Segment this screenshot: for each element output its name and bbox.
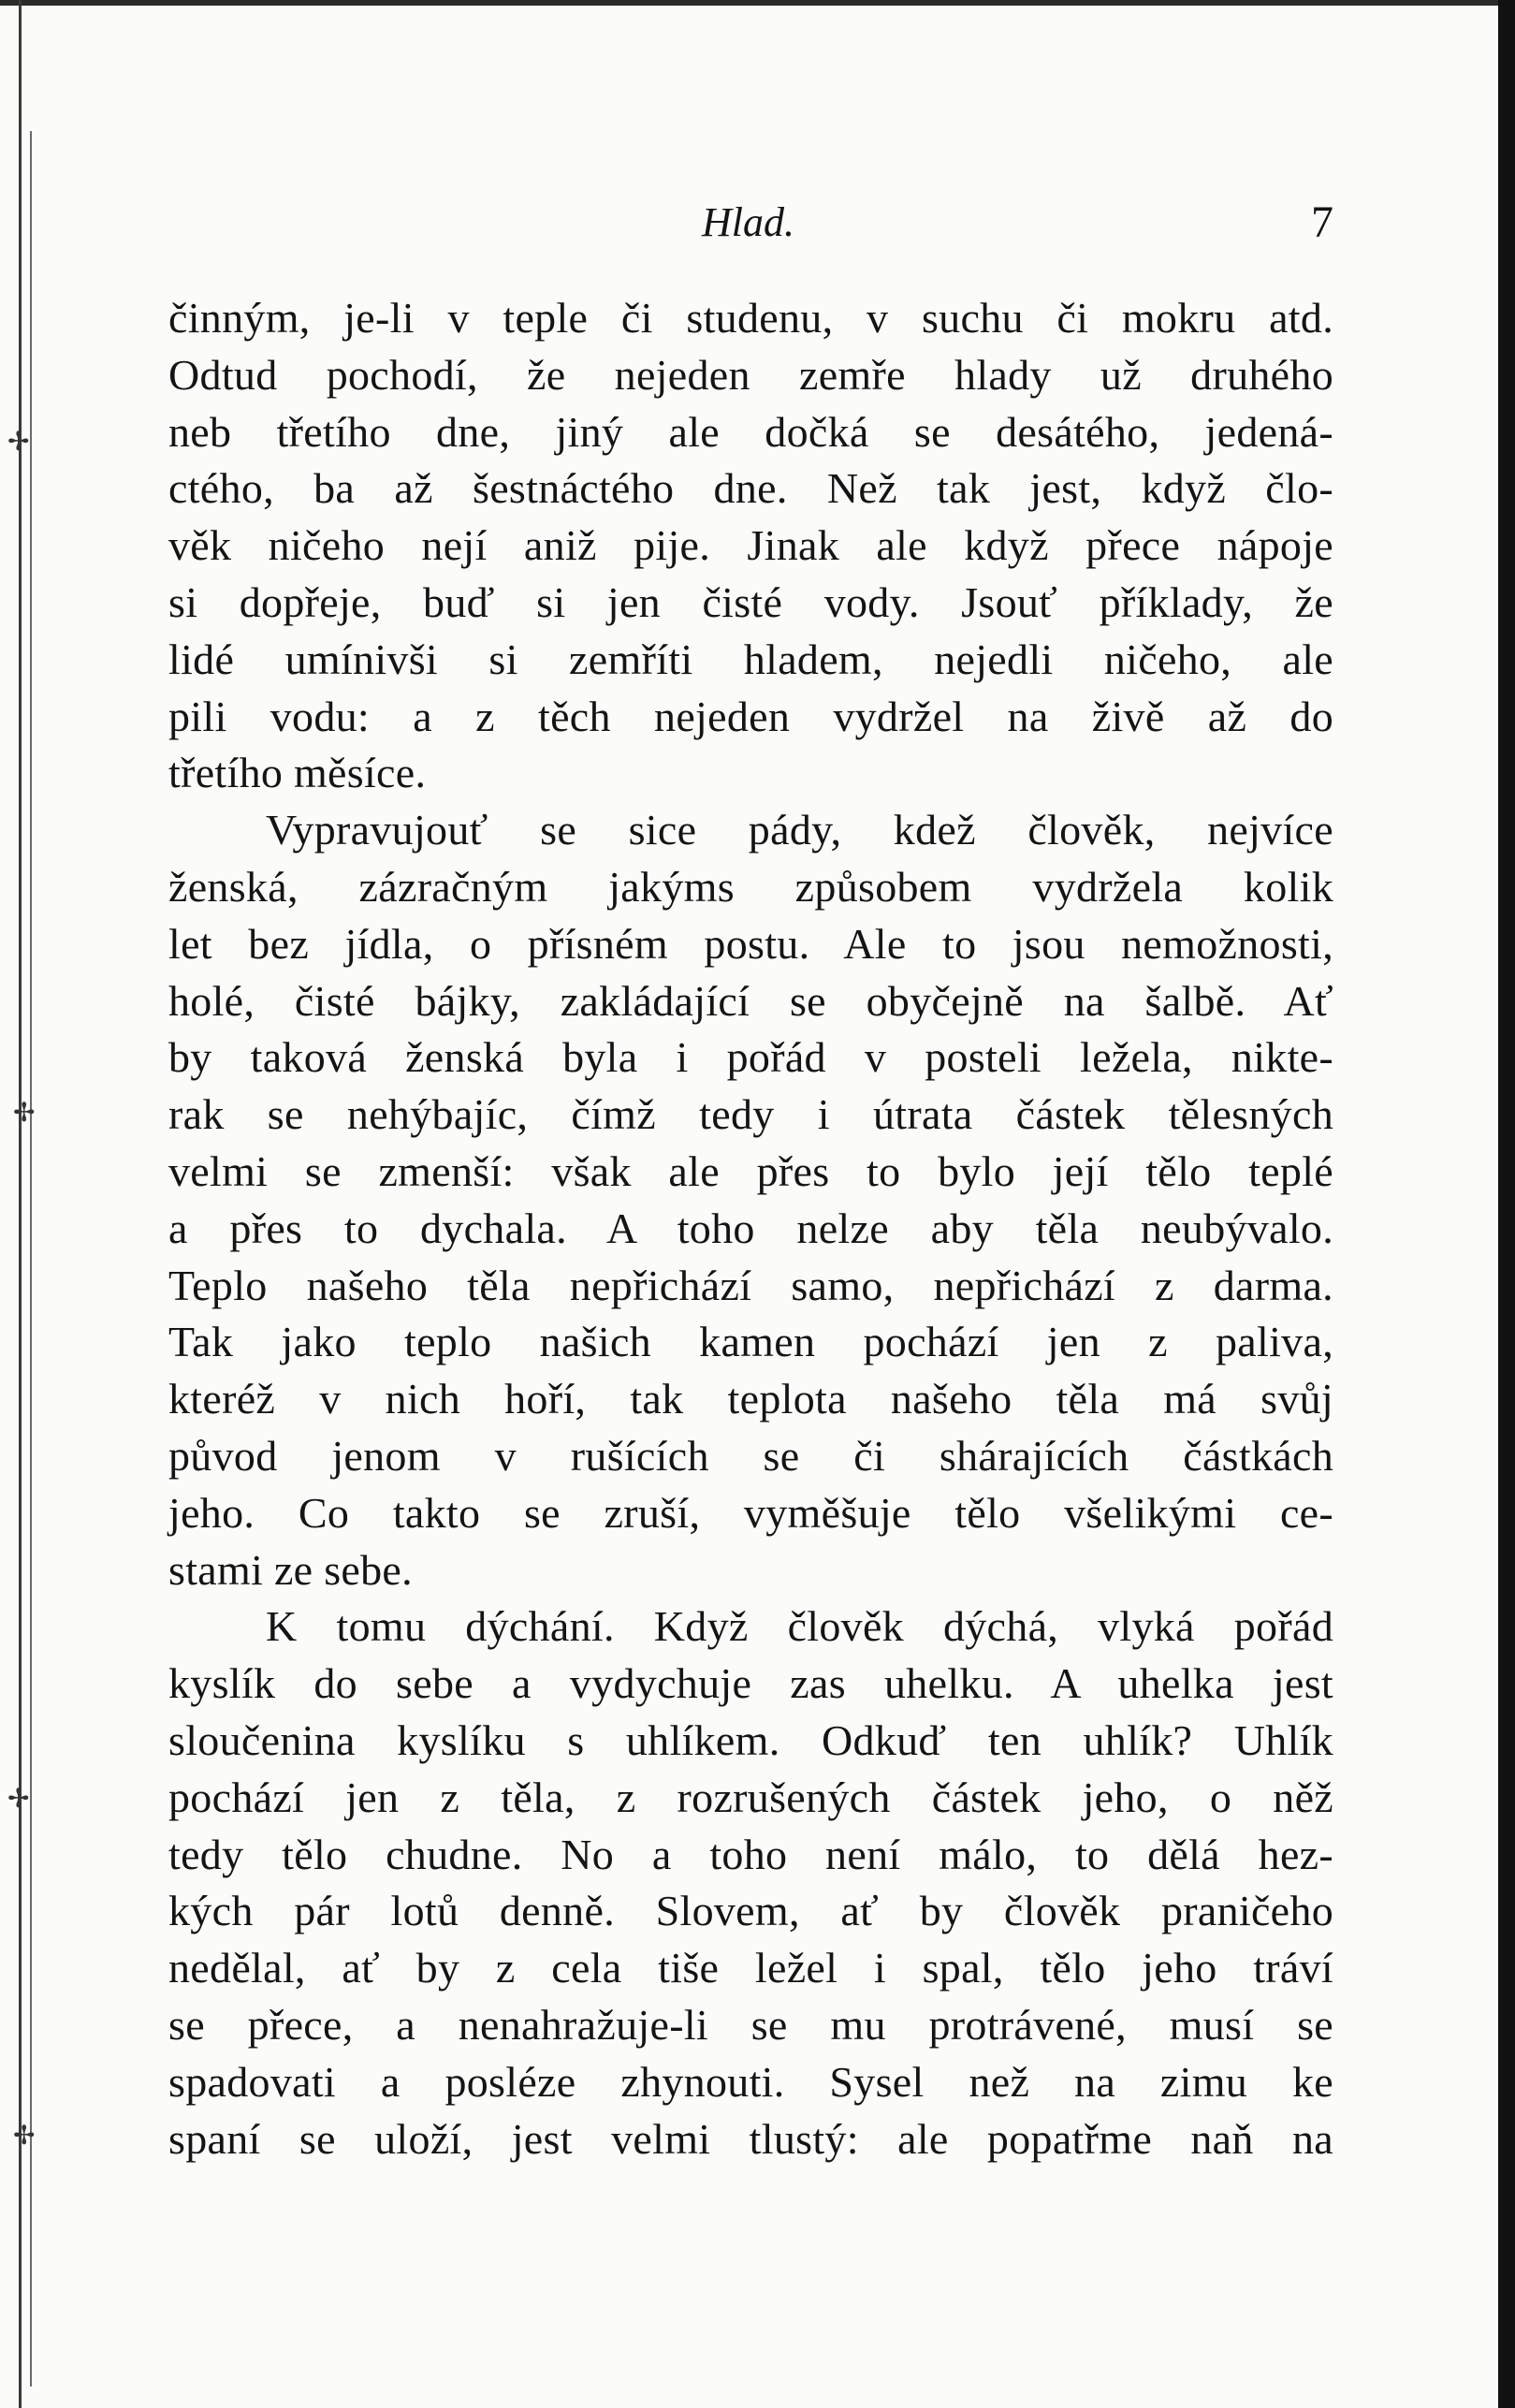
text-line: Teplo našeho těla nepřichází samo, nepřichází z darma. [168,1261,1333,1309]
text-line: let bez jídla, o přísném postu. Ale to jsou nemožnosti, [168,919,1333,968]
text-line: lidé umínivši si zemříti hladem, nejedli ničeho, ale [168,635,1333,683]
text-line: ženská, zázračným jakýms způsobem vydržela kolik [168,862,1333,911]
text-line: holé, čisté bájky, zakládající se obyčejně na šalbě. Ať [168,976,1333,1025]
scan-edge-right [1498,0,1515,2408]
text-line: nedělal, ať by z cela tiše ležel i spal, tělo jeho tráví [168,1944,1333,1992]
page-number: 7 [1311,197,1333,247]
text-line: pili vodu: a z těch nejeden vydržel na živě až do [168,692,1333,740]
running-title: Hlad. [702,199,794,245]
text-line: by taková ženská byla i pořád v posteli ležela, nikte- [168,1033,1333,1082]
margin-mark-icon: ✢ [13,1097,36,1128]
text-line: původ jenom v rušících se či shárajících částkách [168,1431,1333,1480]
margin-mark-icon: ✢ [13,2120,36,2151]
text-line: pochází jen z těla, z rozrušených částek jeho, o něž [168,1773,1333,1821]
text-line: věk ničeho nejí aniž pije. Jinak ale když přece nápoje [168,521,1333,570]
text-line: třetího měsíce. [168,749,427,797]
text-line: ctého, ba až šestnáctého dne. Než tak jest, když člo- [168,464,1333,513]
text-line: K tomu dýchání. Když člověk dýchá, vlyká pořád [266,1602,1333,1651]
text-line: stami ze sebe. [168,1545,413,1594]
scan-edge-top [0,0,1515,6]
margin-mark-icon: ✢ [7,1783,30,1814]
text-line: kých pár lotů denně. Slovem, ať by člověk praničeho [168,1887,1333,1935]
text-line: tedy tělo chudne. No a toho není málo, to dělá hez- [168,1830,1333,1878]
text-line: Vypravujouť se sice pády, kdež člověk, nejvíce [266,806,1333,854]
margin-mark-icon: ✢ [7,426,30,457]
text-line: spadovati a posléze zhynouti. Sysel než na zimu ke [168,2057,1333,2106]
text-line: sloučenina kyslíku s uhlíkem. Odkuď ten uhlík? Uhlík [168,1715,1333,1764]
body-text [168,290,1333,2167]
text-line: spaní se uloží, jest velmi tlustý: ale popatřme naň na [168,2114,1333,2163]
text-line: se přece, a nenahražuje-li se mu protrávené, musí se [168,2000,1333,2049]
text-line: Tak jako teplo našich kamen pochází jen z paliva, [168,1318,1333,1366]
scan-edge-left-inner [30,131,32,2386]
text-line: činným, je-li v teple či studenu, v suchu či mokru atd. [168,294,1333,342]
text-line: velmi se zmenší: však ale přes to bylo její tělo teplé [168,1146,1333,1195]
text-line: a přes to dychala. A toho nelze aby těla neubývalo. [168,1204,1333,1252]
text-line: Odtud pochodí, že nejeden zemře hlady už druhého [168,350,1333,399]
text-line: rak se nehýbajíc, čímž tedy i útrata částek tělesných [168,1090,1333,1139]
text-line: si dopřeje, buď si jen čisté vody. Jsouť příklady, že [168,577,1333,626]
text-line: kteréž v nich hoří, tak teplota našeho těla má svůj [168,1375,1333,1423]
scan-edge-left [19,0,22,2408]
text-line: neb třetího dne, jiný ale dočká se desátého, jedená- [168,407,1333,456]
text-line: kyslík do sebe a vydychuje zas uhelku. A uhelka jest [168,1659,1333,1708]
text-line: jeho. Co takto se zruší, vyměšuje tělo všelikými ce- [168,1488,1333,1537]
page-header [168,193,1333,253]
